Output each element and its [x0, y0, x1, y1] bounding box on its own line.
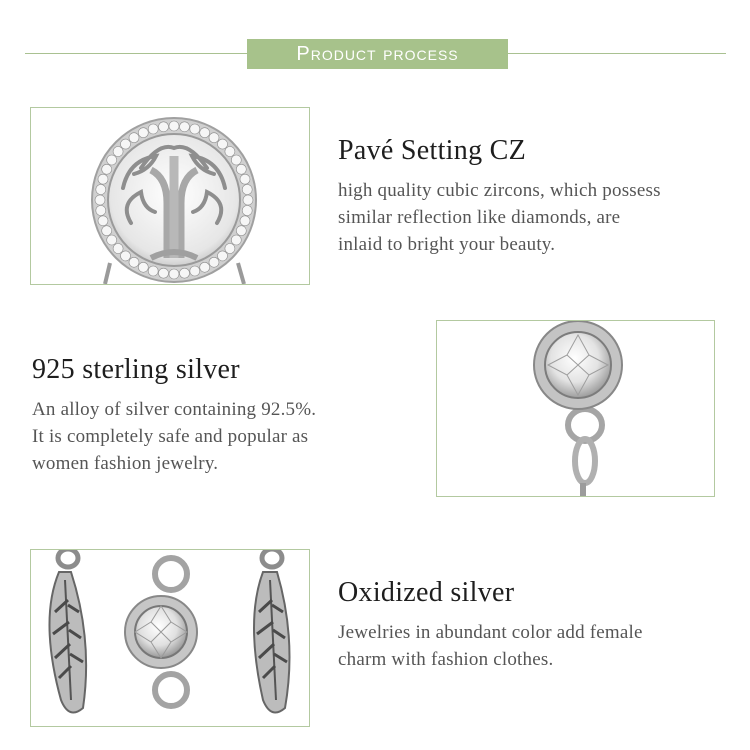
feature-sterling-silver: [32, 354, 412, 477]
pave-stone: [209, 133, 219, 143]
pave-stone: [107, 155, 117, 165]
pave-stone: [107, 235, 117, 245]
feature-oxidized-silver: [338, 577, 738, 673]
pave-stone: [169, 121, 179, 131]
section-header: Product process: [247, 39, 508, 69]
pave-stone: [225, 244, 235, 254]
pave-stone: [242, 206, 252, 216]
pave-stone: [231, 235, 241, 245]
pave-stone: [180, 268, 190, 278]
feature-pave-setting: [338, 135, 738, 258]
feather-charms-icon: [31, 550, 309, 726]
tree-of-life-pendant-icon: [31, 108, 309, 284]
pave-stone: [236, 226, 246, 236]
pave-stone: [159, 268, 169, 278]
pave-stone: [180, 122, 190, 132]
pave-stone: [236, 164, 246, 174]
pave-stone: [138, 262, 148, 272]
pave-stone: [231, 155, 241, 165]
pave-stone: [190, 266, 200, 276]
pave-stone: [96, 185, 106, 195]
feature-title: Oxidized silver: [338, 577, 515, 608]
pave-stone: [113, 147, 123, 157]
pave-stone: [148, 124, 158, 134]
feature-description: high quality cubic zircons, which possess similar reflection like diamonds, are inlaid to bright your beauty.: [338, 180, 661, 255]
bezel-stone-link-icon: [437, 321, 714, 496]
pave-stone: [102, 226, 112, 236]
header-divider-right: [508, 53, 726, 54]
pave-stone: [96, 206, 106, 216]
pave-stone: [121, 251, 131, 261]
feature-description: Jewelries in abundant color add female charm with fashion clothes.: [338, 622, 643, 670]
pave-stone: [98, 216, 108, 226]
pave-stone: [243, 195, 253, 205]
pave-stone: [240, 174, 250, 184]
pave-stone: [159, 122, 169, 132]
pave-stone: [98, 174, 108, 184]
pave-stone: [200, 262, 210, 272]
pave-stone: [190, 124, 200, 134]
pave-stone: [138, 128, 148, 138]
pave-stone: [95, 195, 105, 205]
sterling-silver-photo: [436, 320, 715, 497]
feature-title: Pavé Setting CZ: [338, 135, 527, 166]
pave-setting-photo: [30, 107, 310, 285]
pave-stone: [129, 133, 139, 143]
feature-title: 925 sterling silver: [32, 354, 240, 385]
pave-stone: [242, 185, 252, 195]
pave-stone: [102, 164, 112, 174]
header-divider-left: [25, 53, 247, 54]
pave-stone: [218, 251, 228, 261]
pave-stone: [200, 128, 210, 138]
pave-stone: [240, 216, 250, 226]
pave-stone: [121, 139, 131, 149]
pave-stone: [148, 266, 158, 276]
oxidized-silver-photo: [30, 549, 310, 727]
pave-stone: [209, 257, 219, 267]
pave-stone: [169, 269, 179, 279]
pave-stone: [218, 139, 228, 149]
pave-stone: [225, 147, 235, 157]
pave-stone: [129, 257, 139, 267]
feature-description: An alloy of silver containing 92.5%. It is completely safe and popular as women fashion jewelry.: [32, 399, 317, 474]
pave-stone: [113, 244, 123, 254]
